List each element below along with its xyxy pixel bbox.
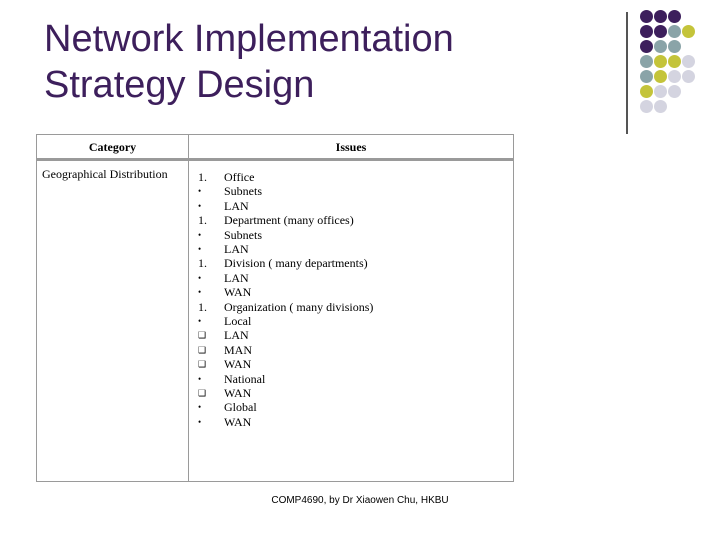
- decorative-dot: [654, 55, 667, 68]
- decorative-dot: [668, 25, 681, 38]
- bullet-icon: •: [198, 272, 202, 283]
- square-bullet-icon: ❑: [198, 330, 207, 341]
- issue-text: Department (many offices): [224, 213, 354, 228]
- issue-text: LAN: [224, 270, 249, 285]
- category-cell: [37, 161, 189, 481]
- issue-text: Subnets: [224, 227, 263, 242]
- decorative-dot: [682, 25, 695, 38]
- issue-text: Office: [224, 170, 255, 184]
- decorative-dot: [654, 25, 667, 38]
- header-category-cell: [37, 135, 189, 161]
- issue-text: Subnets: [224, 184, 263, 199]
- decorative-dot: [640, 10, 653, 23]
- bullet-icon: •: [198, 200, 202, 211]
- decorative-dot: [654, 100, 667, 113]
- issue-text: WAN: [224, 357, 252, 372]
- header-category: Category: [88, 140, 137, 154]
- bullet-icon: •: [198, 316, 202, 326]
- issue-row: [189, 415, 509, 429]
- decorative-dot: [668, 55, 681, 68]
- issue-text: Organization ( many divisions): [224, 299, 374, 314]
- issue-row: [189, 228, 509, 242]
- issue-row: [189, 328, 509, 342]
- decorative-dot: [640, 55, 653, 68]
- issue-row: [189, 400, 509, 414]
- decorative-dot: [654, 10, 667, 23]
- square-bullet-icon: ❑: [198, 388, 207, 398]
- decorative-dot: [668, 10, 681, 23]
- bullet-icon: •: [198, 402, 202, 413]
- decorative-dot: [682, 70, 695, 83]
- decorative-dot: [654, 85, 667, 98]
- bullet-icon: •: [198, 244, 202, 254]
- issue-text: WAN: [224, 285, 252, 300]
- issue-row: [189, 357, 509, 371]
- issue-text: LAN: [224, 198, 249, 213]
- issue-row: [189, 199, 509, 213]
- category-value: Geographical Distribution: [42, 167, 168, 181]
- issue-text: MAN: [224, 342, 253, 357]
- issue-row: [189, 372, 509, 386]
- decorative-dot: [654, 70, 667, 83]
- bullet-icon: •: [198, 287, 202, 298]
- number-marker: 1.: [198, 170, 207, 184]
- issue-row: [189, 386, 509, 400]
- number-marker: 1.: [198, 299, 207, 314]
- number-marker: 1.: [198, 256, 207, 271]
- bullet-icon: •: [198, 229, 202, 240]
- issue-text: Global: [224, 400, 257, 415]
- issue-row: [189, 184, 509, 198]
- issue-row: [189, 213, 509, 227]
- decorative-dot: [640, 85, 653, 98]
- issue-text: National: [224, 371, 266, 386]
- decorative-dot: [640, 100, 653, 113]
- footer-text: COMP4690, by Dr Xiaowen Chu, HKBU: [271, 495, 449, 506]
- issue-row: [189, 242, 509, 256]
- decorative-dot: [668, 85, 681, 98]
- decorative-dot: [668, 70, 681, 83]
- decorative-dot: [682, 55, 695, 68]
- issue-text: WAN: [224, 386, 252, 400]
- number-marker: 1.: [198, 213, 207, 228]
- slide-title-line-2: Strategy Design: [44, 64, 315, 106]
- issue-text: Division ( many departments): [224, 256, 368, 271]
- square-bullet-icon: ❑: [198, 344, 207, 355]
- header-issues: Issues: [335, 140, 367, 154]
- bullet-icon: •: [198, 416, 202, 427]
- issue-row: [189, 256, 509, 270]
- decorative-dot: [640, 70, 653, 83]
- decorative-dot: [640, 40, 653, 53]
- issue-row: [189, 271, 509, 285]
- decorative-dot: [640, 25, 653, 38]
- issue-row: [189, 300, 509, 314]
- decorative-dot: [668, 40, 681, 53]
- issue-row: [189, 285, 509, 299]
- slide-footer: [0, 495, 720, 506]
- issue-text: LAN: [224, 328, 249, 343]
- bullet-icon: •: [198, 186, 202, 197]
- issue-row: [189, 314, 509, 328]
- header-issues-cell: [189, 135, 513, 161]
- issue-row: [189, 170, 509, 184]
- square-bullet-icon: ❑: [198, 359, 207, 370]
- slide-title-line-1: Network Implementation: [44, 18, 454, 60]
- bullet-icon: •: [198, 373, 202, 384]
- issue-text: LAN: [224, 242, 249, 256]
- issue-row: [189, 343, 509, 357]
- decorative-divider: [626, 12, 628, 134]
- issues-table: [36, 134, 514, 482]
- issue-text: Local: [224, 314, 252, 328]
- decorative-dot: [654, 40, 667, 53]
- slide-title: [44, 16, 604, 108]
- issue-text: WAN: [224, 414, 252, 429]
